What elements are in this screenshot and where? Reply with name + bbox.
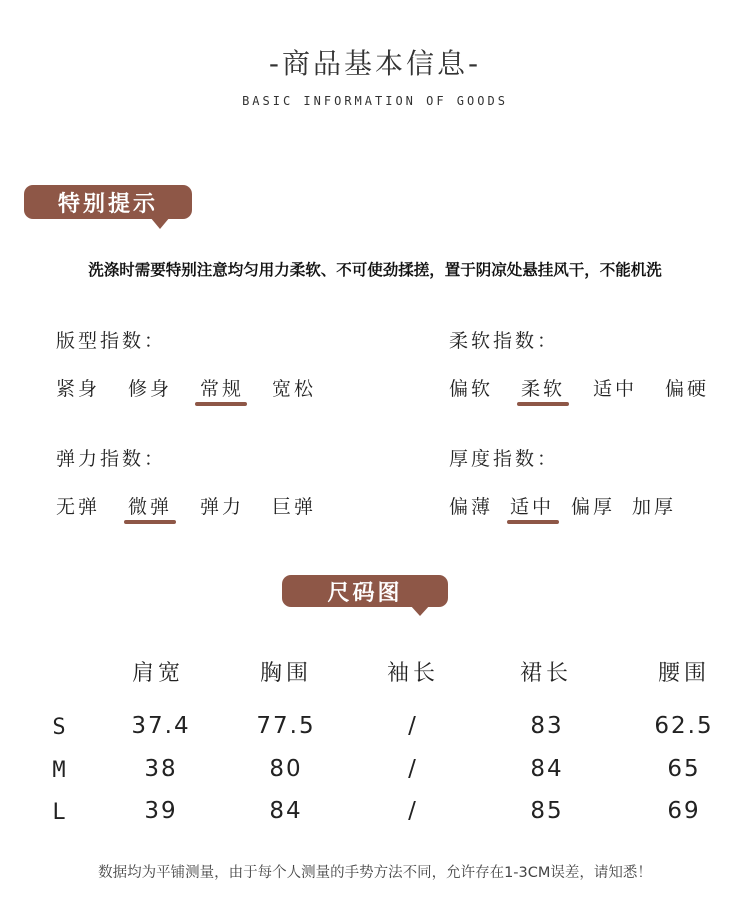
special-notice-tag-tail: [150, 217, 170, 229]
size-chart-tag: [282, 575, 448, 607]
softness-option-medium: 适中: [593, 378, 638, 400]
elasticity-option-none: 无弹: [56, 496, 101, 518]
table-cell: 85: [530, 798, 564, 824]
thickness-index-title: 厚度指数：: [449, 448, 560, 470]
softness-selected-underline: [517, 402, 569, 406]
fit-option-tight: 紧身: [56, 378, 101, 400]
softness-index-options: [0, 374, 750, 414]
table-cell: 80: [269, 756, 303, 782]
table-cell: /: [408, 798, 418, 824]
table-cell: /: [408, 713, 418, 739]
table-cell: 69: [667, 798, 701, 824]
thickness-option-medium: 适中: [510, 496, 555, 518]
special-notice-tag-label: 特别提示: [57, 191, 158, 217]
elasticity-option-stretch: 弹力: [200, 496, 245, 518]
table-cell: 84: [269, 798, 303, 824]
softness-option-supple: 柔软: [521, 378, 566, 400]
size-chart-tag-tail: [410, 605, 430, 616]
fit-option-slim: 修身: [128, 378, 173, 400]
row-size-label: S: [52, 715, 66, 740]
table-cell: 37.4: [131, 713, 191, 739]
elasticity-index-title: 弹力指数：: [56, 448, 167, 470]
table-header-waist: 腰围: [657, 661, 710, 686]
thickness-option-thick: 偏厚: [571, 496, 616, 518]
table-cell: 65: [667, 756, 701, 782]
care-instructions: 洗涤时需要特别注意均匀用力柔软、不可使劲揉搓，置于阴凉处悬挂风干，不能机洗: [88, 261, 662, 279]
softness-index-title: 柔软指数：: [449, 330, 560, 352]
fit-index-title: 版型指数：: [56, 330, 167, 352]
table-header-shoulder: 肩宽: [131, 661, 184, 686]
row-size-label: M: [52, 758, 66, 783]
elasticity-option-super: 巨弹: [272, 496, 317, 518]
table-cell: 38: [144, 756, 178, 782]
table-header-sleeve: 袖长: [386, 661, 439, 686]
table-cell: 39: [144, 798, 178, 824]
measurement-disclaimer: 数据均为平铺测量，由于每个人测量的手势方法不同，允许存在1-3CM误差，请知悉！: [98, 865, 652, 881]
table-cell: 62.5: [654, 713, 714, 739]
softness-option-stiff: 偏硬: [665, 378, 710, 400]
table-header-skirt-length: 裙长: [519, 661, 572, 686]
softness-option-soft: 偏软: [449, 378, 494, 400]
thickness-option-thin: 偏薄: [449, 496, 494, 518]
special-notice-tag: [24, 185, 192, 219]
table-header-chest: 胸围: [259, 661, 312, 686]
fit-option-regular: 常规: [200, 378, 245, 400]
elasticity-option-slight: 微弹: [128, 496, 173, 518]
table-cell: 84: [530, 756, 564, 782]
page-title: -商品基本信息-: [268, 47, 482, 80]
table-cell: 77.5: [256, 713, 316, 739]
thickness-selected-underline: [507, 520, 559, 524]
row-size-label: L: [52, 800, 66, 825]
table-cell: 83: [530, 713, 564, 739]
table-cell: /: [408, 756, 418, 782]
fit-option-loose: 宽松: [272, 378, 317, 400]
thickness-option-extra-thick: 加厚: [632, 496, 677, 518]
thickness-index-options: [0, 492, 750, 532]
size-chart-tag-label: 尺码图: [327, 580, 403, 606]
page-subtitle: BASIC INFORMATION OF GOODS: [242, 94, 508, 108]
